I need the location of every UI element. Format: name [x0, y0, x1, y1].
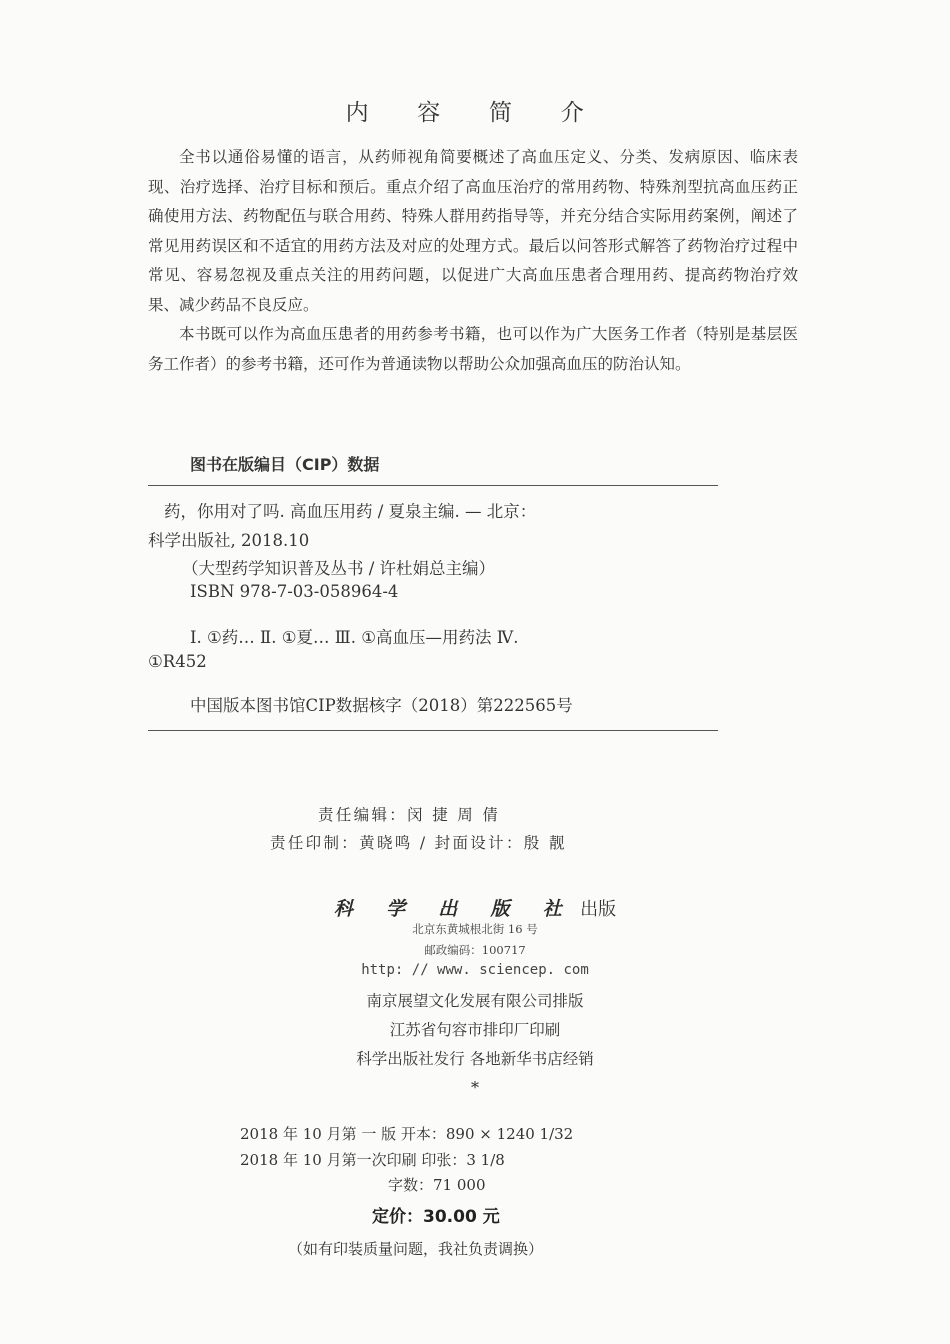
publisher-url: http: // www. sciencep. com [361, 962, 589, 978]
cip-line-2: 科学出版社, 2018.10 [148, 531, 310, 550]
publisher-line [0, 894, 950, 921]
cip-isbn: ISBN 978-7-03-058964-4 [190, 582, 399, 601]
cip-bottom-rule [148, 730, 718, 731]
price: 定价：30.00 元 [372, 1207, 500, 1227]
typesetter: 南京展望文化发展有限公司排版 [366, 992, 584, 1010]
intro-section [148, 143, 798, 379]
intro-paragraph-2: 本书既可以作为高血压患者的用药参考书籍，也可以作为广大医务工作者（特别是基层医务工作者）的参考书籍，还可作为普通读物以帮助公众加强高血压的防治认知。 [148, 325, 798, 373]
staff-editors: 责任编辑：闵 捷 周 倩 [318, 806, 501, 824]
printer: 江苏省句容市排印厂印刷 [389, 1021, 561, 1039]
publisher-postcode: 邮政编码：100717 [424, 943, 526, 957]
staff-printing-design: 责任印制：黄晓鸣 / 封面设计：殷 靓 [270, 834, 567, 852]
cip-heading: 图书在版编目（CIP）数据 [190, 455, 380, 474]
intro-paragraph-1: 全书以通俗易懂的语言，从药师视角简要概述了高血压定义、分类、发病原因、临床表现、治疗选择、治疗目标和预后。重点介绍了高血压治疗的常用药物、特殊剂型抗高血压药正确使用方法、药物配伍与联合用药、特殊人群用药指导等，并充分结合实际用药案例，阐述了常见用药误区和不适宜的用药方法及对应的处理方式。最后以问答形式解答了药物治疗过程中常见、容易忽视及重点关注的用药问题，以促进广大高血压患者合理用药、提高药物治疗效果、减少药品不良反应。 [148, 148, 798, 314]
cip-class-1: Ⅰ. ①药… Ⅱ. ①夏… Ⅲ. ①高血压—用药法 Ⅳ. [190, 628, 519, 647]
cip-record: 中国版本图书馆CIP数据核字（2018）第222565号 [190, 696, 573, 715]
word-count: 字数：71 000 [388, 1176, 486, 1194]
publisher-address: 北京东黄城根北街 16 号 [412, 922, 538, 936]
edition-spec: 2018 年 10 月第 一 版 开本：890 × 1240 1/32 [240, 1125, 574, 1143]
cip-line-3: （大型药学知识普及丛书 / 许杜娟总主编） [182, 559, 496, 578]
distribution: 科学出版社发行 各地新华书店经销 [356, 1050, 594, 1068]
separator-star: * [471, 1078, 479, 1097]
quality-note: （如有印装质量问题，我社负责调换） [288, 1240, 544, 1258]
page-title: 内 容 简 介 [345, 100, 605, 126]
cip-line-1: 药，你用对了吗. 高血压用药 / 夏泉主编. — 北京： [164, 502, 537, 521]
publisher-logo: 科 学 出 版 社 [333, 898, 576, 920]
cip-top-rule [148, 485, 718, 486]
printing-spec: 2018 年 10 月第一次印刷 印张：3 1/8 [240, 1151, 505, 1169]
cip-class-2: ①R452 [148, 652, 207, 671]
publisher-suffix: 出版 [580, 899, 617, 920]
